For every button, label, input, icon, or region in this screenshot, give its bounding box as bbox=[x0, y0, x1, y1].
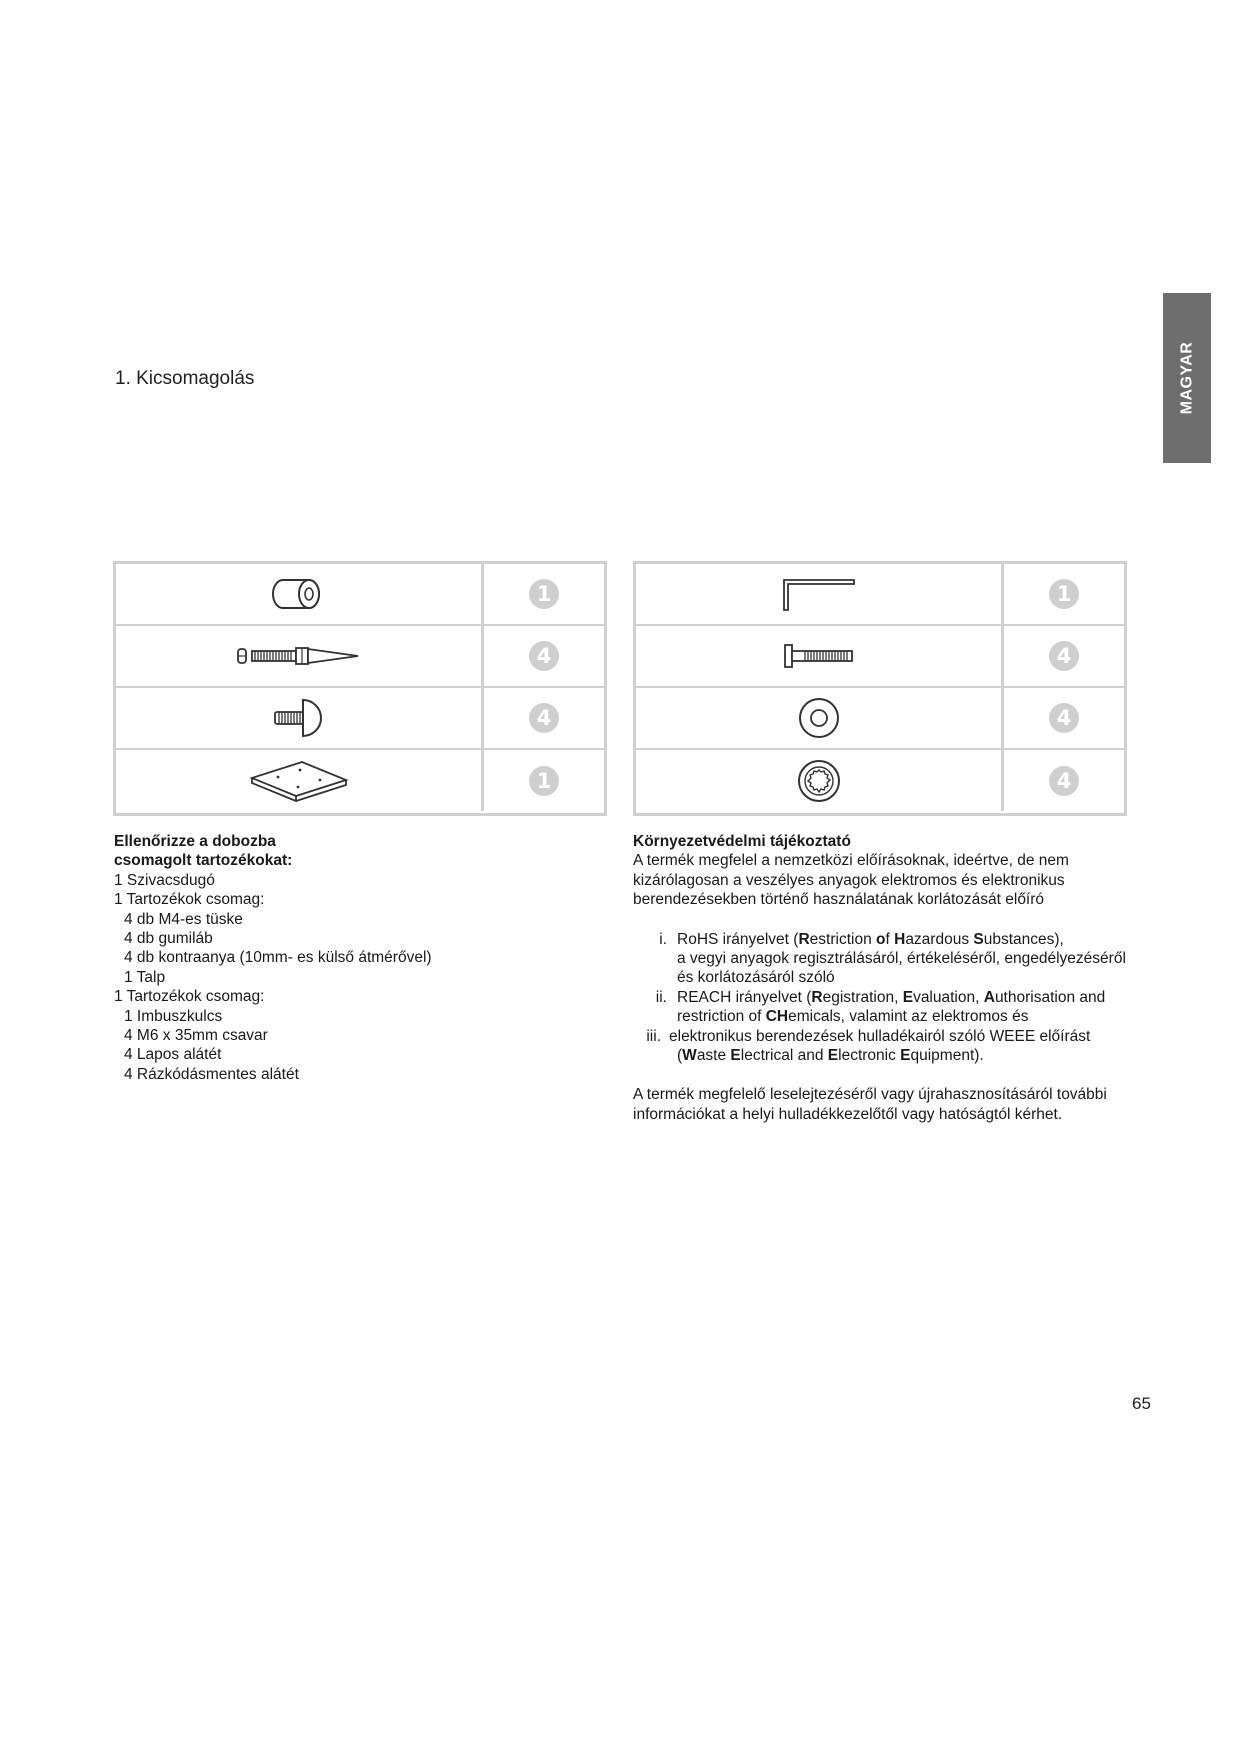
base-plate-icon bbox=[244, 758, 354, 804]
checklist-title-line2: csomagolt tartozékokat: bbox=[114, 852, 293, 870]
quantity-badge: 4 bbox=[1049, 703, 1079, 733]
accessory-checklist bbox=[114, 832, 534, 1084]
list-item: 1 Talp bbox=[124, 968, 166, 986]
language-tab bbox=[1163, 293, 1211, 463]
list-item: 4 db kontraanya (10mm- es külső átmérővel) bbox=[124, 949, 432, 967]
page-number: 65 bbox=[1132, 1394, 1151, 1413]
rubber-foot-icon bbox=[269, 696, 329, 740]
regulation-list bbox=[633, 930, 1133, 1066]
list-item: i. RoHS irányelvet (Restriction of Hazardous Substances), a vegyi anyagok regisztrálásáról, értékeléséről, engedélyezéséről és korlátozásáról szóló bbox=[659, 930, 1126, 987]
quantity-badge: 1 bbox=[529, 579, 559, 609]
bolt-icon bbox=[779, 641, 859, 671]
parts-table-left bbox=[113, 561, 607, 816]
allen-key-icon bbox=[774, 574, 864, 614]
list-item: 4 Lapos alátét bbox=[124, 1046, 222, 1064]
quantity-badge: 1 bbox=[1049, 579, 1079, 609]
flat-washer-icon bbox=[797, 696, 841, 740]
environment-info bbox=[633, 832, 1133, 1124]
spike-screw-icon bbox=[234, 641, 364, 671]
list-item: 1 Tartozékok csomag: bbox=[114, 988, 265, 1006]
environment-intro: A termék megfelel a nemzetközi előírásoknak, ideértve, de nem kizárólagosan a veszélyes anyagok elektromos és elektronikus berendezésekben történő használatának korlátozását előíró bbox=[633, 852, 1069, 909]
list-item: 4 db M4-es tüske bbox=[124, 910, 243, 928]
table-row bbox=[636, 688, 1124, 750]
environment-title: Környezetvédelmi tájékoztató bbox=[633, 833, 851, 850]
lock-washer-icon bbox=[796, 758, 842, 804]
quantity-badge: 4 bbox=[529, 703, 559, 733]
quantity-badge: 1 bbox=[529, 766, 559, 796]
table-row bbox=[116, 688, 604, 750]
list-item: 4 db gumiláb bbox=[124, 930, 213, 948]
table-row bbox=[636, 750, 1124, 811]
list-item: iii. elektronikus berendezések hulladékairól szóló WEEE előírást (Waste Electrical and Electronic Equipment). bbox=[646, 1027, 1091, 1065]
checklist-title-line1: Ellenőrizze a dobozba bbox=[114, 833, 276, 850]
list-item: 1 Szivacsdugó bbox=[114, 871, 215, 889]
environment-closing: A termék megfelelő leselejtezéséről vagy újrahasznosításáról további információkat a helyi hulladékkezelőtől vagy hatóságtól kérhet. bbox=[633, 1086, 1107, 1123]
table-row bbox=[116, 564, 604, 626]
quantity-badge: 4 bbox=[1049, 766, 1079, 796]
parts-table-right bbox=[633, 561, 1127, 816]
list-item: 4 M6 x 35mm csavar bbox=[124, 1027, 268, 1045]
quantity-badge: 4 bbox=[1049, 641, 1079, 671]
list-item: 1 Tartozékok csomag: bbox=[114, 891, 265, 909]
table-row bbox=[116, 750, 604, 811]
section-heading: 1. Kicsomagolás bbox=[115, 368, 255, 389]
list-item: 1 Imbuszkulcs bbox=[124, 1007, 223, 1025]
table-row bbox=[116, 626, 604, 688]
foam-plug-icon bbox=[269, 574, 329, 614]
language-tab-label: MAGYAR bbox=[1178, 341, 1196, 415]
quantity-badge: 4 bbox=[529, 641, 559, 671]
list-item: ii. REACH irányelvet (Registration, Evaluation, Authorisation and restriction of CHemicals, valamint az elektromos és bbox=[655, 988, 1106, 1026]
table-row bbox=[636, 626, 1124, 688]
list-item: 4 Rázkódásmentes alátét bbox=[124, 1065, 299, 1083]
table-row bbox=[636, 564, 1124, 626]
